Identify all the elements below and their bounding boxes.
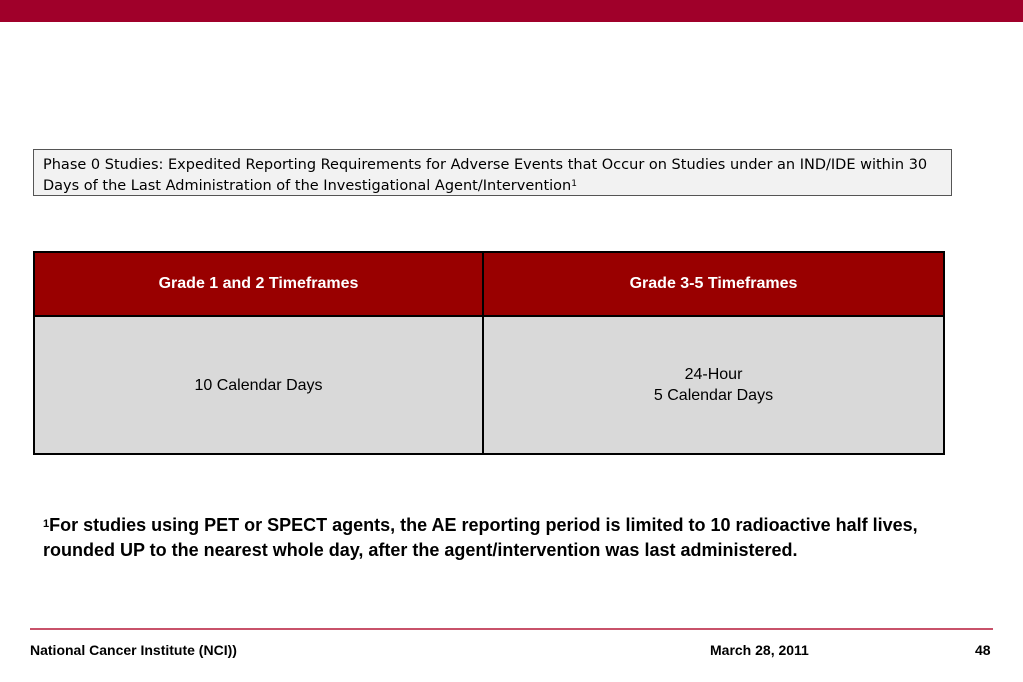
- title-box: [33, 149, 952, 196]
- header-grade-3-5: Grade 3-5 Timeframes: [483, 252, 944, 316]
- table-header-row: [34, 252, 944, 316]
- footnote-superscript: 1: [43, 518, 50, 530]
- header-grade-1-2: Grade 1 and 2 Timeframes: [34, 252, 483, 316]
- footer-page-number: 48: [975, 642, 991, 658]
- top-banner-bar: [0, 0, 1023, 22]
- cell-grade-3-5-line2: 5 Calendar Days: [653, 387, 774, 404]
- footnote: [43, 513, 953, 563]
- footnote-text: For studies using PET or SPECT agents, the AE reporting period is limited to 10 radioactive half lives, rounded UP to the nearest whole day, after the agent/intervention was last administered.: [43, 515, 918, 560]
- table-row: [34, 316, 944, 454]
- cell-grade-3-5-line1: 24-Hour: [684, 366, 743, 383]
- title-superscript: 1: [571, 179, 577, 189]
- title-text: Phase 0 Studies: Expedited Reporting Requirements for Adverse Events that Occur on Studies under an IND/IDE within 30 Days of the Last Administration of the Investigational Agent/Intervention: [43, 157, 928, 194]
- footer-organization: National Cancer Institute (NCI)): [30, 642, 237, 658]
- footer-date: March 28, 2011: [710, 642, 809, 658]
- cell-grade-3-5: [483, 316, 944, 454]
- timeframes-table: [33, 251, 945, 455]
- footer-divider: [30, 628, 993, 630]
- cell-grade-1-2: 10 Calendar Days: [34, 316, 483, 454]
